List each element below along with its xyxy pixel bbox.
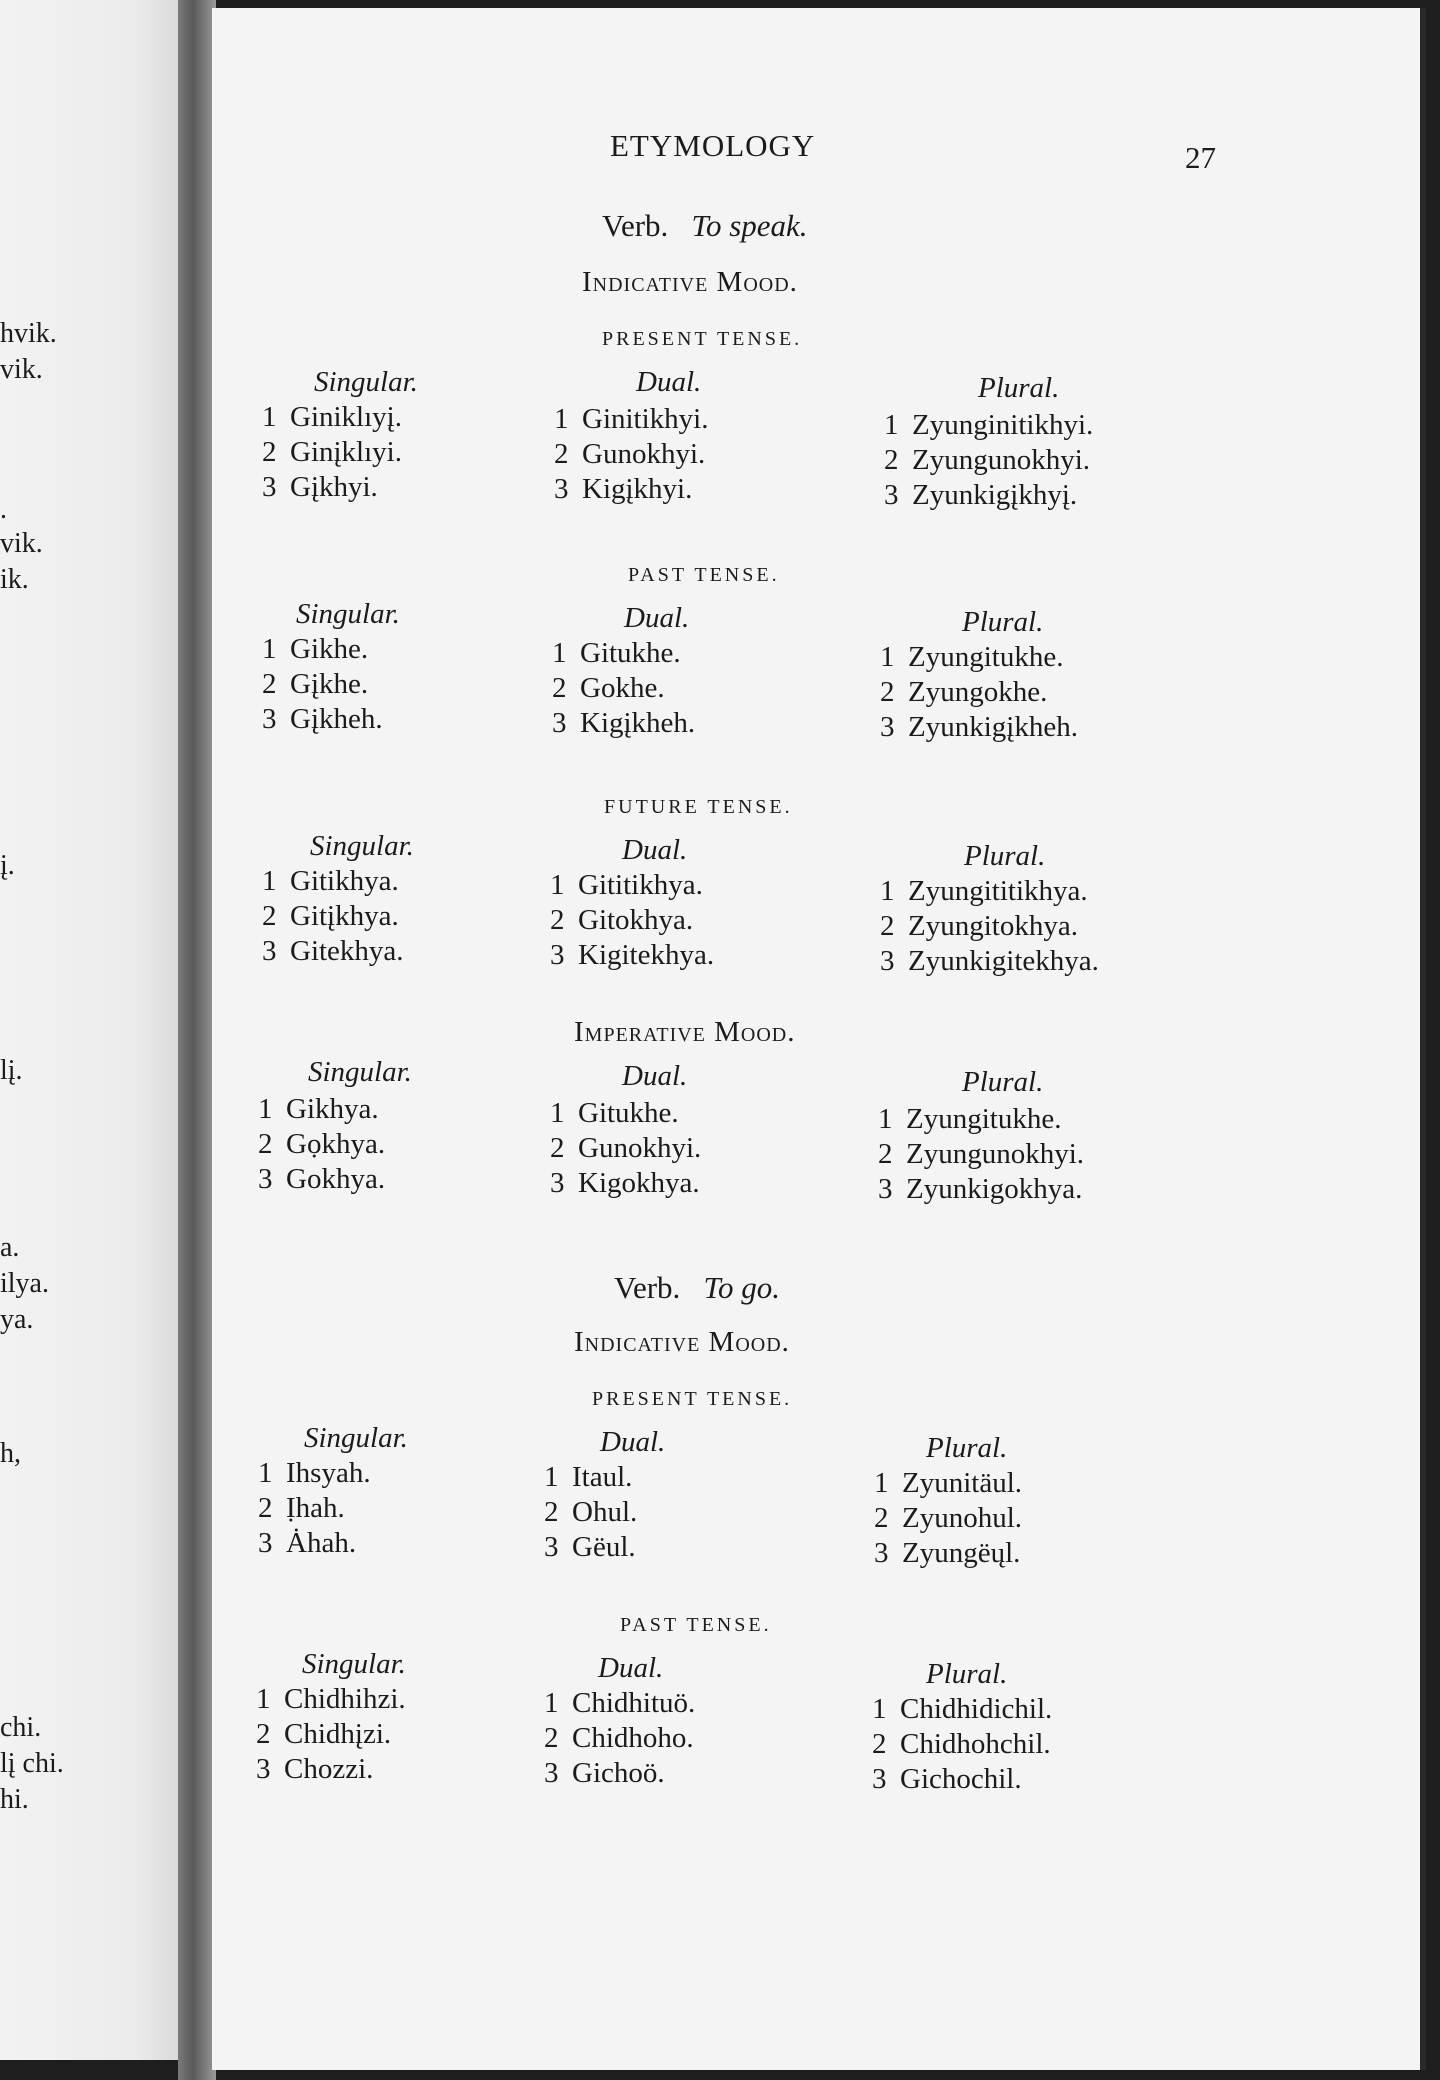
form-row: 1 Chidhihzi. [256, 1683, 406, 1715]
form-row: 2 Gitįkhya. [262, 900, 399, 932]
running-head: ETYMOLOGY [610, 128, 816, 163]
form-row: 2 Chidhohchil. [872, 1728, 1051, 1760]
form-row: 2 Zyungitokhya. [880, 910, 1078, 942]
left-fragment: į. [0, 850, 15, 881]
singular-forms [262, 864, 404, 969]
form-row: 3 Zyunkigįkhyį. [884, 479, 1078, 511]
dual-forms [544, 1686, 695, 1791]
singular-header: Singular. [296, 598, 400, 630]
form-row: 2 Zyungunokhyi. [878, 1138, 1085, 1170]
tense-heading: PAST TENSE. [628, 564, 780, 586]
left-fragment: h, [0, 1438, 21, 1469]
book-gutter [178, 0, 216, 2080]
form-row: 1 Zyunginitikhyi. [884, 409, 1094, 441]
form-row: 3 Chozzi. [256, 1753, 374, 1785]
singular-header: Singular. [310, 830, 414, 862]
tense-heading: PRESENT TENSE. [592, 1388, 793, 1410]
plural-forms [874, 1466, 1022, 1571]
form-row: 3 Gįkhyi. [262, 471, 378, 503]
form-row: 1 Zyungitukhe. [880, 641, 1064, 673]
form-row: 3 Gichoö. [544, 1757, 665, 1789]
dual-forms [554, 402, 708, 507]
verb-meaning: To go. [703, 1270, 780, 1305]
form-row: 1 Gikhe. [262, 633, 369, 665]
plural-header: Plural. [962, 1066, 1044, 1098]
form-row: 2 Gunokhyi. [550, 1132, 702, 1164]
form-row: 2 Ohul. [544, 1496, 638, 1528]
form-row: 1 Gitikhya. [262, 865, 399, 897]
dual-header: Dual. [600, 1426, 666, 1458]
tense-heading: PRESENT TENSE. [602, 328, 803, 350]
form-row: 2 Zyunohul. [874, 1502, 1023, 1534]
form-row: 2 Gitokhya. [550, 904, 694, 936]
form-row: 3 Zyunkigokhya. [878, 1173, 1083, 1205]
left-fragment: lį. [0, 1055, 23, 1086]
tense-heading: PAST TENSE. [620, 1614, 772, 1636]
form-row: 3 Zyunkigitekhya. [880, 945, 1099, 977]
verb-prefix: Verb. [614, 1270, 681, 1305]
dual-forms [550, 1096, 701, 1201]
plural-forms [880, 874, 1099, 979]
plural-header: Plural. [978, 372, 1060, 404]
page-number: 27 [1185, 140, 1216, 175]
form-row: 2 Chidhįzi. [256, 1718, 392, 1750]
singular-header: Singular. [308, 1056, 412, 1088]
form-row: 3 Kigokhya. [550, 1167, 700, 1199]
form-row: 1 Gititikhya. [550, 869, 703, 901]
left-fragment: vik. [0, 528, 43, 559]
verb-heading [614, 1270, 780, 1306]
form-row: 3 Gitekhya. [262, 935, 404, 967]
left-fragment: ya. [0, 1304, 34, 1335]
mood-heading: Indicative Mood. [582, 266, 798, 298]
left-fragment: hvik. [0, 318, 57, 349]
singular-forms [258, 1092, 385, 1197]
form-row: 2 Gįkhe. [262, 668, 369, 700]
form-row: 2 Gokhe. [552, 672, 665, 704]
dual-header: Dual. [636, 366, 702, 398]
form-row: 3 Zyungëųl. [874, 1537, 1021, 1569]
form-row: 3 Zyunkigįkheh. [880, 711, 1078, 743]
form-row: 2 Ịhah. [258, 1492, 345, 1524]
verb-meaning: To speak. [691, 208, 808, 243]
form-row: 2 Chidhoho. [544, 1722, 694, 1754]
left-fragment: hi. [0, 1784, 29, 1815]
form-row: 2 Gunokhyi. [554, 438, 706, 470]
form-row: 3 Gichochil. [872, 1763, 1022, 1795]
form-row: 1 Gitukhe. [552, 637, 681, 669]
singular-forms [256, 1682, 406, 1787]
plural-header: Plural. [964, 840, 1046, 872]
left-fragment: vik. [0, 354, 43, 385]
form-row: 2 Zyungunokhyi. [884, 444, 1091, 476]
left-page [0, 0, 190, 2060]
form-row: 1 Ginitikhyi. [554, 403, 709, 435]
singular-forms [262, 400, 402, 505]
left-fragment: lį chi. [0, 1748, 64, 1779]
form-row: 3 Gëul. [544, 1531, 636, 1563]
plural-header: Plural. [962, 606, 1044, 638]
form-row: 3 Kigitekhya. [550, 939, 715, 971]
form-row: 2 Ginįklıyi. [262, 436, 402, 468]
form-row: 1 Itaul. [544, 1461, 633, 1493]
form-row: 1 Zyunitäul. [874, 1467, 1023, 1499]
mood-heading: Indicative Mood. [574, 1326, 790, 1358]
form-row: 3 Ȧhah. [258, 1527, 357, 1559]
left-fragment: a. [0, 1232, 20, 1263]
form-row: 1 Chidhidichil. [872, 1693, 1053, 1725]
singular-forms [258, 1456, 371, 1561]
plural-header: Plural. [926, 1432, 1008, 1464]
form-row: 3 Gokhya. [258, 1163, 386, 1195]
verb-heading [602, 208, 808, 244]
singular-forms [262, 632, 383, 737]
left-fragment: chi. [0, 1712, 42, 1743]
form-row: 1 Ihsyah. [258, 1457, 371, 1489]
dual-forms [550, 868, 714, 973]
form-row: 1 Gitukhe. [550, 1097, 679, 1129]
plural-header: Plural. [926, 1658, 1008, 1690]
form-row: 2 Zyungokhe. [880, 676, 1048, 708]
form-row: 3 Gįkheh. [262, 703, 383, 735]
singular-header: Singular. [302, 1648, 406, 1680]
tense-heading: FUTURE TENSE. [604, 796, 793, 818]
form-row: 1 Zyungititikhya. [880, 875, 1088, 907]
plural-forms [884, 408, 1093, 513]
dual-header: Dual. [622, 834, 688, 866]
form-row: 2 Gọkhya. [258, 1128, 386, 1160]
mood-heading: Imperative Mood. [574, 1016, 796, 1048]
dual-forms [552, 636, 695, 741]
plural-forms [880, 640, 1078, 745]
left-fragment: ik. [0, 564, 29, 595]
verb-prefix: Verb. [602, 208, 669, 243]
dual-header: Dual. [624, 602, 690, 634]
form-row: 1 Chidhituö. [544, 1687, 696, 1719]
form-row: 1 Zyungitukhe. [878, 1103, 1062, 1135]
dual-forms [544, 1460, 637, 1565]
form-row: 3 Kigįkheh. [552, 707, 696, 739]
singular-header: Singular. [314, 366, 418, 398]
left-fragment: ilya. [0, 1268, 49, 1299]
plural-forms [872, 1692, 1052, 1797]
form-row: 1 Giniklıyį. [262, 401, 402, 433]
plural-forms [878, 1102, 1084, 1207]
left-fragment: . [0, 494, 7, 525]
form-row: 1 Gikhya. [258, 1093, 379, 1125]
dual-header: Dual. [598, 1652, 664, 1684]
dual-header: Dual. [622, 1060, 688, 1092]
singular-header: Singular. [304, 1422, 408, 1454]
form-row: 3 Kigįkhyi. [554, 473, 693, 505]
